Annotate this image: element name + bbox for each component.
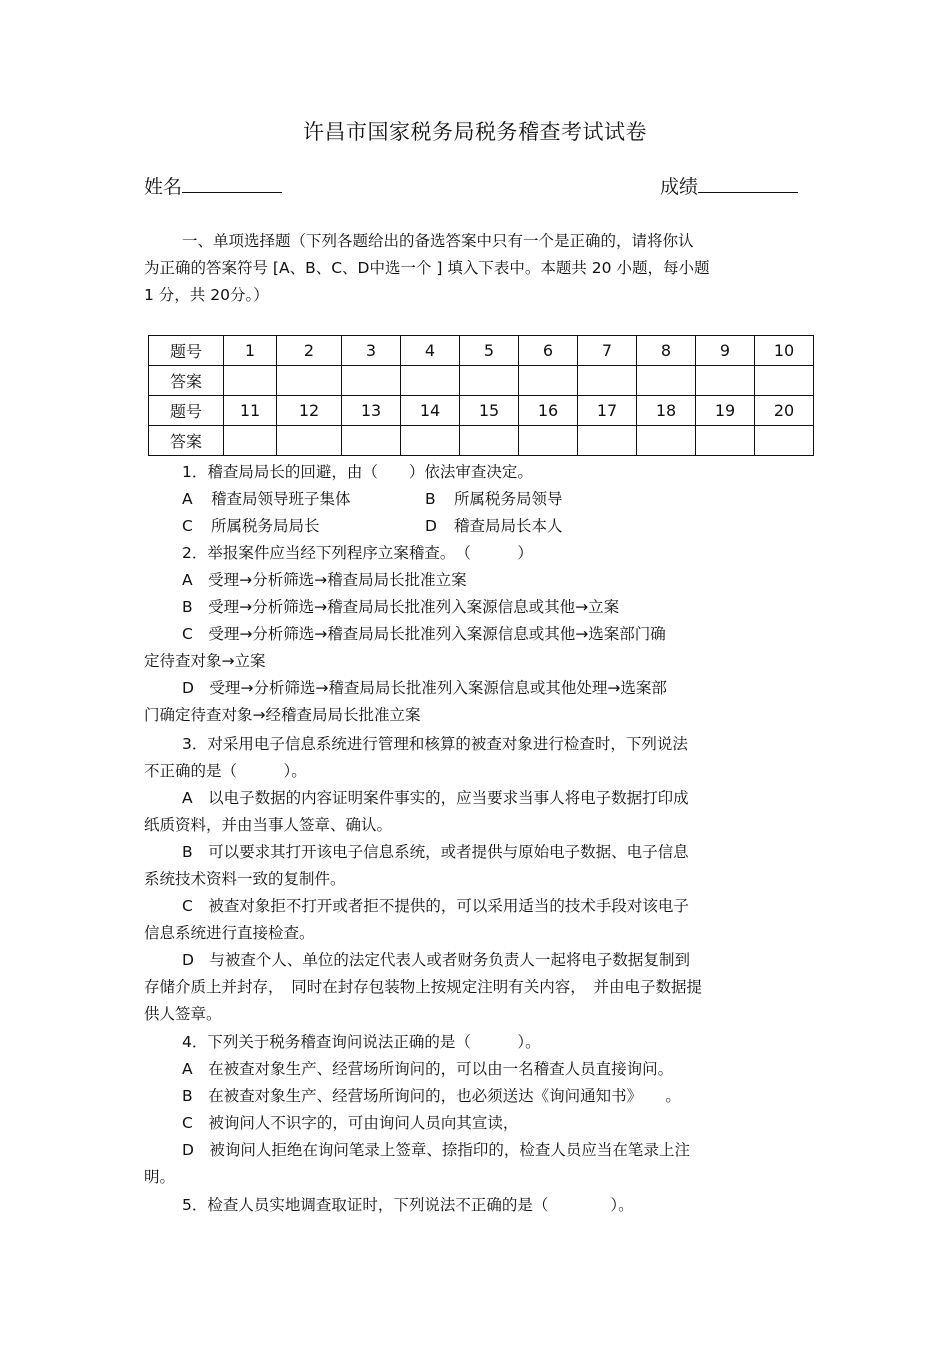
- option-d-cont: 存储介质上并封存， 同时在封存包装物上按规定注明有关内容， 并由电子数据提: [144, 978, 703, 996]
- option-c-cont: 定待查对象→立案: [144, 652, 266, 670]
- answer-cell[interactable]: [224, 426, 277, 456]
- table-cell-number: 17: [578, 396, 637, 426]
- option-label: C: [182, 517, 193, 535]
- table-cell-number: 13: [342, 396, 401, 426]
- table-cell-number: 12: [277, 396, 342, 426]
- answer-cell[interactable]: [696, 426, 755, 456]
- table-cell-number: 2: [277, 336, 342, 366]
- table-row-label: 题号: [149, 396, 224, 426]
- table-cell-number: 1: [224, 336, 277, 366]
- option-c: C 被查对象拒不打开或者拒不提供的，可以采用适当的技术手段对该电子: [182, 897, 689, 915]
- answer-cell[interactable]: [342, 366, 401, 396]
- option-label: A: [182, 490, 193, 508]
- option-d: D 与被查个人、单位的法定代表人或者财务负责人一起将电子数据复制到: [182, 951, 690, 969]
- table-cell-number: 7: [578, 336, 637, 366]
- score-field: [660, 172, 798, 199]
- question-stem: 5．检查人员实地调查取证时，下列说法不正确的是（ ）。: [182, 1196, 634, 1214]
- table-cell-number: 6: [519, 336, 578, 366]
- question-stem-cont: 不正确的是（ ）。: [144, 762, 307, 780]
- score-label: 成绩: [660, 176, 699, 198]
- question-5: [144, 1192, 814, 1219]
- table-row: [149, 366, 814, 396]
- option-b: B 受理→分析筛选→稽查局局长批准列入案源信息或其他→立案: [182, 598, 620, 616]
- option-label: D: [425, 517, 437, 535]
- option-a-cont: 纸质资料，并由当事人签章、确认。: [144, 816, 393, 834]
- table-cell-number: 16: [519, 396, 578, 426]
- question-1: [144, 459, 814, 540]
- table-cell-number: 3: [342, 336, 401, 366]
- table-cell-number: 19: [696, 396, 755, 426]
- question-4: [144, 1029, 814, 1191]
- option-c: C 被询问人不识字的，可由询问人员向其宣读，: [182, 1114, 519, 1132]
- answer-cell[interactable]: [755, 366, 814, 396]
- question-stem: 3．对采用电子信息系统进行管理和核算的被查对象进行检查时，下列说法: [182, 735, 688, 753]
- answer-cell[interactable]: [460, 366, 519, 396]
- option-a: A 在被查对象生产、经营场所询问的，可以由一名稽查人员直接询问。: [182, 1060, 674, 1078]
- answer-table: [148, 335, 814, 456]
- option-d: 稽查局局长本人: [454, 517, 563, 535]
- table-row-label: 答案: [149, 366, 224, 396]
- option-a: A 受理→分析筛选→稽查局局长批准立案: [182, 571, 467, 589]
- option-a: A 以电子数据的内容证明案件事实的，应当要求当事人将电子数据打印成: [182, 789, 689, 807]
- option-b: B 可以要求其打开该电子信息系统，或者提供与原始电子数据、电子信息: [182, 843, 689, 861]
- answer-cell[interactable]: [401, 366, 460, 396]
- answer-cell[interactable]: [401, 426, 460, 456]
- table-row-label: 题号: [149, 336, 224, 366]
- option-d-cont: 供人签章。: [144, 1005, 222, 1023]
- name-blank[interactable]: [182, 172, 282, 193]
- exam-title: 许昌市国家税务局税务稽查考试试卷: [303, 120, 647, 144]
- score-blank[interactable]: [698, 172, 798, 193]
- table-cell-number: 18: [637, 396, 696, 426]
- question-stem: 4．下列关于税务稽查询问说法正确的是（ ）。: [182, 1033, 541, 1051]
- option-d-cont: 门确定待查对象→经稽查局局长批准立案: [144, 706, 421, 724]
- option-row: [144, 486, 814, 513]
- option-d: D 被询问人拒绝在询问笔录上签章、捺指印的，检查人员应当在笔录上注: [182, 1141, 690, 1159]
- option-row: [144, 513, 814, 540]
- option-a: 稽查局领导班子集体: [211, 490, 351, 508]
- table-row: [149, 426, 814, 456]
- question-2: [144, 540, 814, 729]
- instructions: [144, 228, 806, 309]
- question-stem: 1．稽查局局长的回避，由（ ）依法审查决定。: [182, 463, 533, 481]
- answer-cell[interactable]: [696, 366, 755, 396]
- question-stem: 2．举报案件应当经下列程序立案稽查。 （ ）: [182, 544, 533, 562]
- answer-cell[interactable]: [519, 426, 578, 456]
- name-field: [144, 172, 282, 199]
- option-d: D 受理→分析筛选→稽查局局长批准列入案源信息或其他处理→选案部: [182, 679, 667, 697]
- option-d-cont: 明。: [144, 1168, 176, 1186]
- option-b: B 在被查对象生产、经营场所询问的，也必须送达《询问通知书》 。: [182, 1087, 681, 1105]
- question-3: [144, 731, 814, 1028]
- instructions-line: 一、单项选择题（下列各题给出的备选答案中只有一个是正确的，请将你认: [182, 232, 694, 250]
- answer-cell[interactable]: [578, 426, 637, 456]
- option-b-cont: 系统技术资料一致的复制件。: [144, 870, 346, 888]
- table-cell-number: 20: [755, 396, 814, 426]
- answer-cell[interactable]: [755, 426, 814, 456]
- table-cell-number: 5: [460, 336, 519, 366]
- table-cell-number: 4: [401, 336, 460, 366]
- table-cell-number: 15: [460, 396, 519, 426]
- option-c-cont: 信息系统进行直接检查。: [144, 924, 315, 942]
- option-c: C 受理→分析筛选→稽查局局长批准列入案源信息或其他→选案部门确: [182, 625, 666, 643]
- table-cell-number: 14: [401, 396, 460, 426]
- answer-cell[interactable]: [637, 366, 696, 396]
- answer-cell[interactable]: [578, 366, 637, 396]
- answer-cell[interactable]: [277, 366, 342, 396]
- option-b: 所属税务局领导: [454, 490, 563, 508]
- instructions-line: 1 分，共 20分。）: [144, 286, 269, 304]
- table-row-label: 答案: [149, 426, 224, 456]
- table-cell-number: 10: [755, 336, 814, 366]
- answer-cell[interactable]: [224, 366, 277, 396]
- table-cell-number: 9: [696, 336, 755, 366]
- table-cell-number: 8: [637, 336, 696, 366]
- option-label: B: [425, 490, 436, 508]
- instructions-line: 为正确的答案符号 [A、B、C、D中选一个 ] 填入下表中。本题共 20 小题，每小题: [144, 259, 710, 277]
- answer-cell[interactable]: [637, 426, 696, 456]
- answer-cell[interactable]: [519, 366, 578, 396]
- table-cell-number: 11: [224, 396, 277, 426]
- answer-cell[interactable]: [460, 426, 519, 456]
- answer-cell[interactable]: [277, 426, 342, 456]
- answer-cell[interactable]: [342, 426, 401, 456]
- table-row: [149, 336, 814, 366]
- table-row: [149, 396, 814, 426]
- option-c: 所属税务局局长: [211, 517, 320, 535]
- name-label: 姓名: [144, 176, 183, 198]
